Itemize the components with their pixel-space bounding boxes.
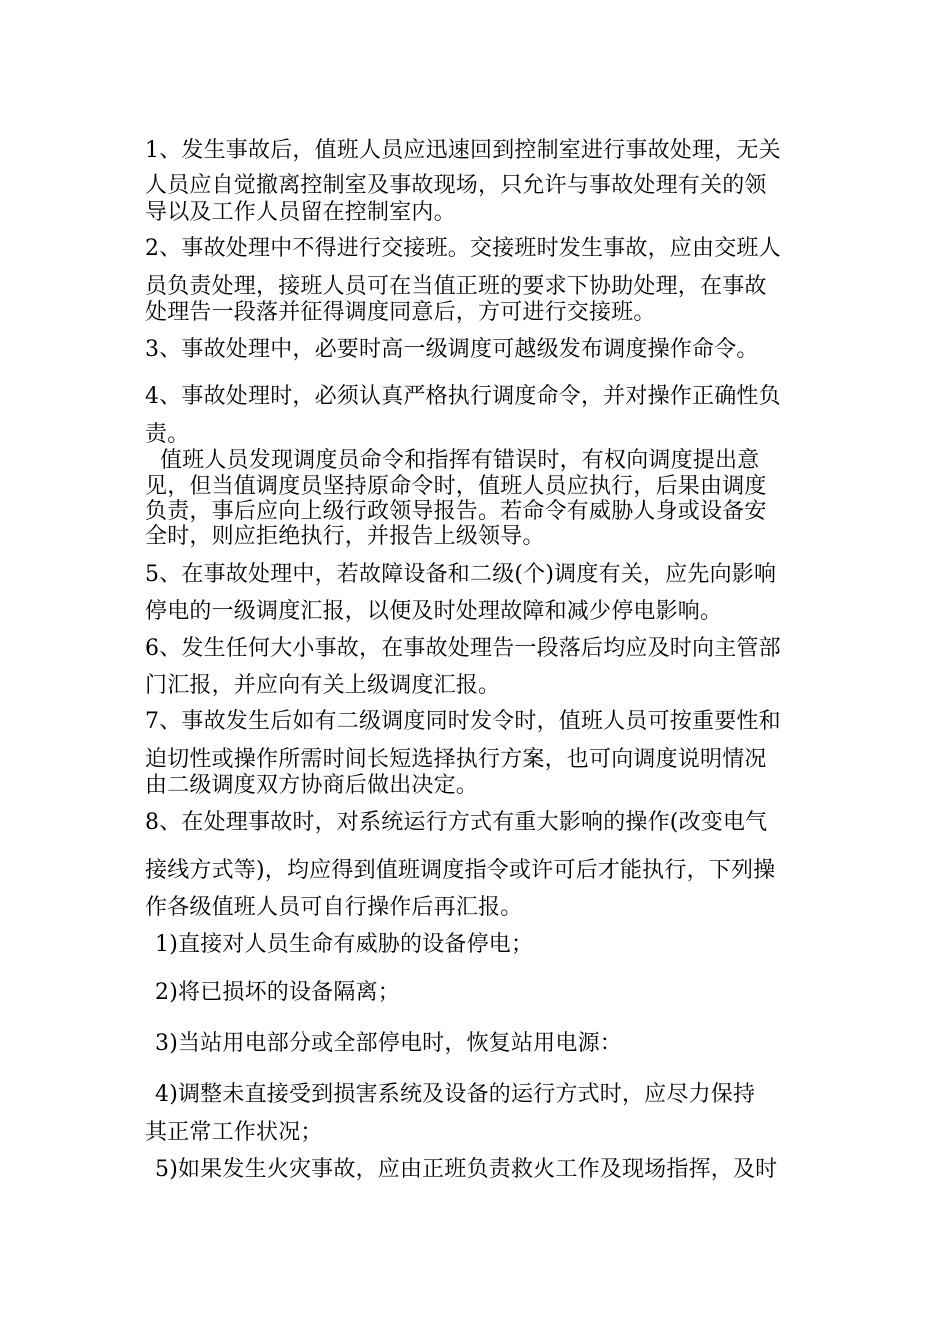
text-line: 5、在事故处理中，若故障设备和二级(个)调度有关，应先向影响: [145, 562, 777, 587]
text-line: 作各级值班人员可自行操作后再汇报。: [145, 895, 523, 920]
text-line: 停电的一级调度汇报，以便及时处理故障和减少停电影响。: [145, 599, 723, 624]
text-line: 1、发生事故后，值班人员应迅速回到控制室进行事故处理，无关: [145, 138, 781, 163]
text-line: 4)调整未直接受到损害系统及设备的运行方式时，应尽力保持: [155, 1082, 756, 1107]
text-line: 迫切性或操作所需时间长短选择执行方案，也可向调度说明情况: [145, 747, 767, 772]
text-line: 3、事故处理中，必要时高一级调度可越级发布调度操作命令。: [145, 337, 759, 362]
text-line: 2)将已损坏的设备隔离；: [155, 980, 400, 1005]
text-line: 8、在处理事故时，对系统运行方式有重大影响的操作(改变电气: [145, 810, 768, 835]
text-line: 见，但当值调度员坚持原命令时，值班人员应执行，后果由调度: [145, 474, 767, 499]
text-line: 3)当站用电部分或全部停电时，恢复站用电源：: [155, 1031, 622, 1056]
text-line: 接线方式等)，均应得到值班调度指令或许可后才能执行，下列操: [145, 858, 776, 883]
text-line: 全时，则应拒绝执行，并报告上级领导。: [145, 524, 545, 549]
text-line: 由二级调度双方协商后做出决定。: [145, 773, 479, 798]
text-line: 值班人员发现调度员命令和指挥有错误时，有权向调度提出意: [160, 448, 760, 473]
text-line: 责。: [145, 422, 190, 447]
text-line: 5)如果发生火灾事故，应由正班负责救火工作及现场指挥，及时: [155, 1157, 778, 1182]
text-line: 负责，事后应向上级行政领导报告。若命令有威胁人身或设备安: [145, 499, 767, 524]
text-line: 门汇报，并应向有关上级调度汇报。: [145, 673, 501, 698]
text-line: 员负责处理，接班人员可在当值正班的要求下协助处理，在事故: [145, 274, 767, 299]
text-line: 6、发生任何大小事故，在事故处理告一段落后均应及时向主管部: [145, 636, 781, 661]
text-line: 2、事故处理中不得进行交接班。交接班时发生事故，应由交班人: [145, 236, 781, 261]
text-line: 4、事故处理时，必须认真严格执行调度命令，并对操作正确性负: [145, 384, 781, 409]
text-line: 导以及工作人员留在控制室内。: [145, 200, 456, 225]
text-line: 其正常工作状况；: [145, 1120, 323, 1145]
text-line: 1)直接对人员生命有威胁的设备停电；: [155, 932, 534, 957]
text-line: 人员应自觉撤离控制室及事故现场，只允许与事故处理有关的领: [145, 173, 767, 198]
text-line: 处理告一段落并征得调度同意后，方可进行交接班。: [145, 300, 656, 325]
text-line: 7、事故发生后如有二级调度同时发令时，值班人员可按重要性和: [145, 709, 781, 734]
